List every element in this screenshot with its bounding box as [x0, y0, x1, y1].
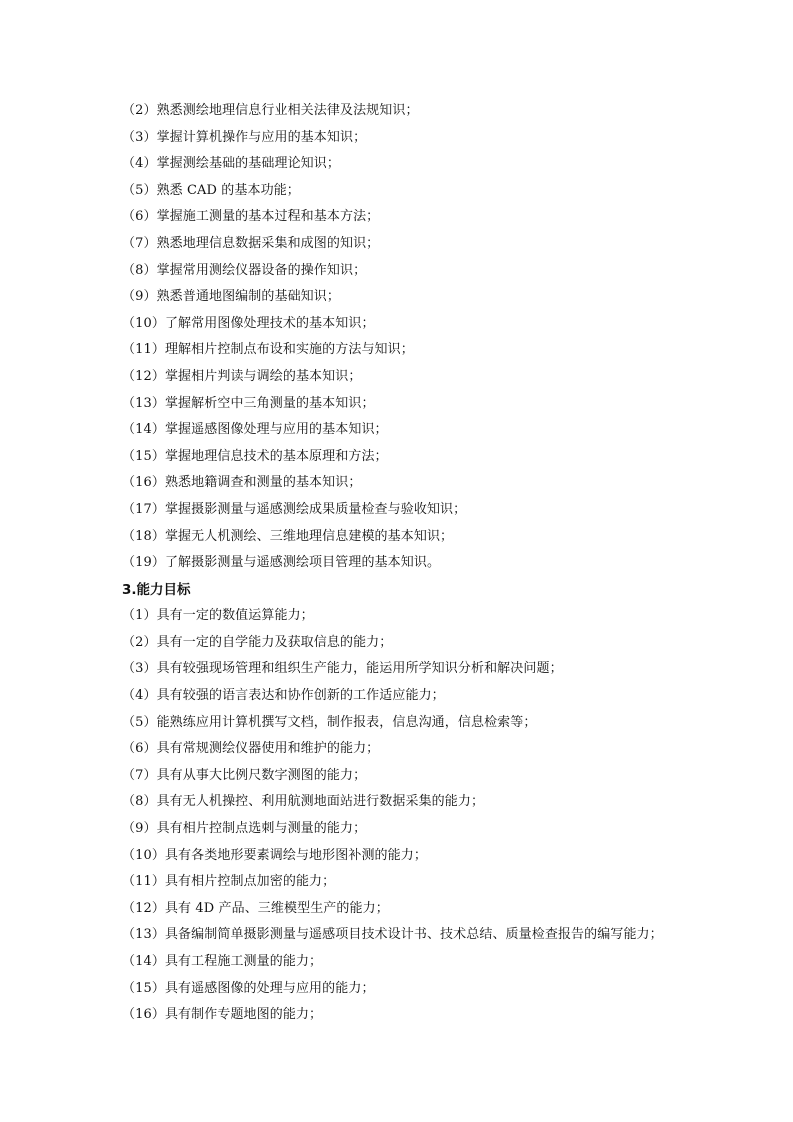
knowledge-item-11: （11）理解相片控制点布设和实施的方法与知识； [122, 342, 414, 358]
knowledge-item-5: （5）熟悉 CAD 的基本功能； [122, 182, 300, 198]
knowledge-item-19: （19）了解摄影测量与遥感测绘项目管理的基本知识。 [122, 555, 441, 571]
ability-item-2: （2）具有一定的自学能力及获取信息的能力； [122, 634, 393, 650]
ability-item-13: （13）具备编制简单摄影测量与遥感项目技术设计书、技术总结、质量检查报告的编写能力； [122, 927, 663, 943]
knowledge-item-12: （12）掌握相片判读与调绘的基本知识； [122, 368, 362, 384]
knowledge-item-15: （15）掌握地理信息技术的基本原理和方法； [122, 448, 388, 464]
ability-item-15: （15）具有遥感图像的处理与应用的能力； [122, 980, 375, 996]
knowledge-item-16: （16）熟悉地籍调查和测量的基本知识； [122, 475, 362, 491]
knowledge-item-13: （13）掌握解析空中三角测量的基本知识； [122, 395, 375, 411]
document-body [122, 98, 742, 1029]
knowledge-item-8: （8）掌握常用测绘仪器设备的操作知识； [122, 262, 367, 278]
ability-item-12: （12）具有 4D 产品、三维模型生产的能力； [122, 900, 389, 916]
knowledge-item-9: （9）熟悉普通地图编制的基础知识； [122, 289, 340, 305]
ability-item-11: （11）具有相片控制点加密的能力； [122, 874, 336, 890]
section-heading-ability-goals: 3.能力目标 [122, 581, 191, 598]
ability-item-9: （9）具有相片控制点选刺与测量的能力； [122, 821, 367, 837]
knowledge-item-4: （4）掌握测绘基础的基础理论知识； [122, 156, 340, 172]
ability-item-7: （7）具有从事大比例尺数字测图的能力； [122, 767, 367, 783]
ability-item-1: （1）具有一定的数值运算能力； [122, 608, 314, 624]
ability-item-5: （5）能熟练应用计算机撰写文档，制作报表，信息沟通，信息检索等； [122, 714, 537, 730]
ability-item-4: （4）具有较强的语言表达和协作创新的工作适应能力； [122, 688, 445, 704]
knowledge-item-10: （10）了解常用图像处理技术的基本知识； [122, 315, 375, 331]
ability-item-3: （3）具有较强现场管理和组织生产能力，能运用所学知识分析和解决问题； [122, 661, 563, 677]
knowledge-item-17: （17）掌握摄影测量与遥感测绘成果质量检查与验收知识； [122, 501, 467, 517]
ability-item-14: （14）具有工程施工测量的能力； [122, 954, 323, 969]
ability-item-10: （10）具有各类地形要素调绘与地形图补测的能力； [122, 847, 427, 863]
ability-item-8: （8）具有无人机操控、利用航测地面站进行数据采集的能力； [122, 794, 485, 810]
knowledge-item-3: （3）掌握计算机操作与应用的基本知识； [122, 129, 367, 145]
knowledge-item-2: （2）熟悉测绘地理信息行业相关法律及法规知识； [122, 103, 419, 118]
ability-item-6: （6）具有常规测绘仪器使用和维护的能力； [122, 741, 380, 757]
knowledge-item-7: （7）熟悉地理信息数据采集和成图的知识； [122, 235, 380, 251]
knowledge-item-14: （14）掌握遥感图像处理与应用的基本知识； [122, 422, 388, 438]
knowledge-item-18: （18）掌握无人机测绘、三维地理信息建模的基本知识； [122, 528, 454, 544]
ability-item-16: （16）具有制作专题地图的能力； [122, 1007, 323, 1023]
knowledge-item-6: （6）掌握施工测量的基本过程和基本方法； [122, 209, 380, 225]
